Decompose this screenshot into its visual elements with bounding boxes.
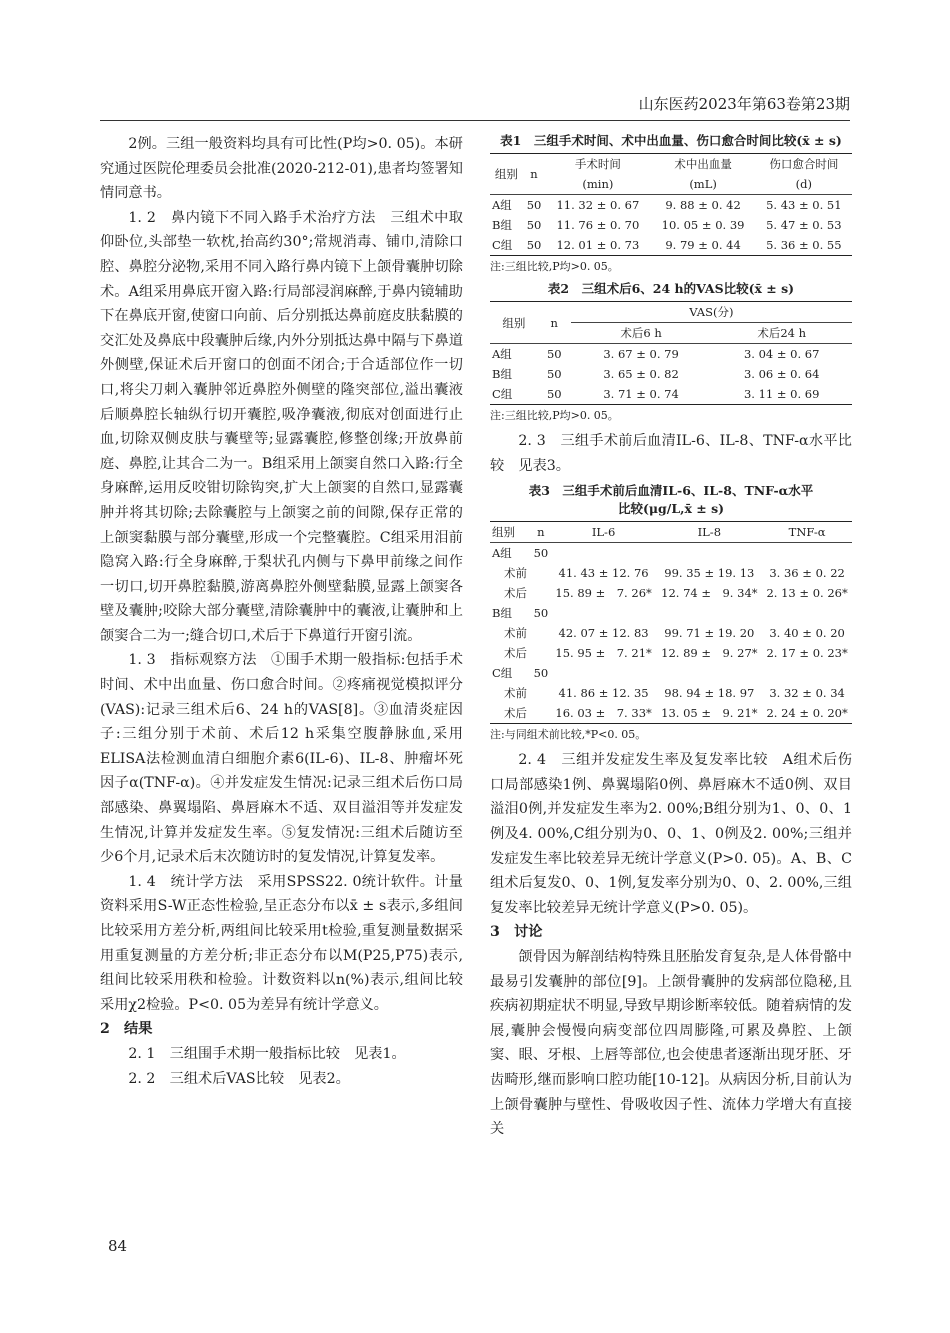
t3-cell: 术前 xyxy=(504,626,527,641)
t3-cell: 50 xyxy=(533,666,549,681)
t3-cell: 50 xyxy=(533,606,549,621)
table-row xyxy=(490,643,852,663)
section-2-1: 2. 1 三组围手术期一般指标比较 见表1。 xyxy=(128,1045,406,1062)
t1-cell: 12. 01 ± 0. 73 xyxy=(556,238,640,252)
t3-cell: 42. 07 ± 12. 83 xyxy=(558,626,649,641)
section-1-3: 1. 3 指标观察方法 ①围手术期一般指标:包括手术时间、术中出血量、伤口愈合时间。②疼痛视觉模拟评分(VAS):记录三组术后6、24 h的VAS[8]。③血清炎症因子:三组分别于术前、术后12 h采集空腹静脉血,采用ELISA法检测血清白细胞介素6(IL-6)、IL-8、肿瘤坏死因子α(TNF-α)。④并发症发生情况:记录三组术后伤口局部感染、鼻翼塌陷、鼻唇麻木不适、双目溢泪等并发症发生情况,计算并发症发生率。⑤复发情况:三组术后随访至少6个月,记录术后末次随访时的复发情况,计算复发率。 xyxy=(100,652,463,866)
t3-head-group: 组别 xyxy=(492,525,515,540)
section-2-3: 2. 3 三组手术前后血清IL-6、IL-8、TNF-α水平比较 见表3。 xyxy=(490,433,852,474)
table3-note: 注:与同组术前比较,*P<0. 05。 xyxy=(490,728,647,742)
section-2-4: 2. 4 三组并发症发生率及复发率比较 A组术后伤口局部感染1例、鼻翼塌陷0例、鼻唇麻木不适0例、双目溢泪0例,并发症发生率为2. 00%;B组分别为1、0、0、1例及4. 00%,C组分别为0、0、1、0例及2. 00%;三组并发症发生率比较差异无统计学意义(P>0. 05)。A、B、C组术后复发0、0、1例,复发率分别为0、0、2. 00%,三组复发率比较差异无统计学意义(P>0. 05)。 xyxy=(490,752,852,916)
t3-cell: 41. 43 ± 12. 76 xyxy=(558,566,649,581)
paragraph-general-data: 2例。三组一般资料均具有可比性(P均>0. 05)。本研究通过医院伦理委员会批准(2020-212-01),患者均签署知情同意书。 xyxy=(100,136,463,202)
t2-head-24h: 术后24 h xyxy=(757,326,807,340)
table-row xyxy=(490,195,852,216)
left-column xyxy=(100,132,463,1091)
t3-group-label: B组 xyxy=(492,606,512,621)
t1-unit-blood: (mL) xyxy=(689,177,717,191)
t1-cell: 11. 32 ± 0. 67 xyxy=(556,198,640,212)
t2-head-6h: 术后6 h xyxy=(620,326,662,340)
t1-head-group: 组别 xyxy=(494,167,518,181)
t2-cell: 3. 67 ± 0. 79 xyxy=(603,347,679,361)
table3-caption-line2: 比较(μg/L,x̄ ± s) xyxy=(617,501,725,517)
table-row xyxy=(490,583,852,603)
t1-head-n: n xyxy=(530,167,538,181)
t3-cell: 13. 05 ± 9. 21* xyxy=(661,706,758,721)
table-row xyxy=(490,364,852,384)
t1-cell: 5. 36 ± 0. 55 xyxy=(766,238,842,252)
t1-cell: B组 xyxy=(492,218,512,232)
t2-cell: C组 xyxy=(492,387,513,401)
t3-head-il6: IL-6 xyxy=(591,525,616,540)
t3-cell: 3. 36 ± 0. 22 xyxy=(769,566,845,581)
table1-caption: 表1 三组手术时间、术中出血量、伤口愈合时间比较(x̄ ± s) xyxy=(500,133,842,148)
t3-cell: 99. 35 ± 19. 13 xyxy=(664,566,755,581)
t3-cell: 术后 xyxy=(504,706,527,721)
table-row xyxy=(490,344,852,365)
t3-cell: 15. 95 ± 7. 21* xyxy=(555,646,652,661)
table3 xyxy=(490,521,852,724)
t3-cell: 16. 03 ± 7. 33* xyxy=(555,706,652,721)
table-row xyxy=(490,703,852,724)
t3-cell: 术前 xyxy=(504,566,527,581)
section-2-2: 2. 2 三组术后VAS比较 见表2。 xyxy=(128,1070,350,1087)
table-row xyxy=(490,563,852,583)
t1-cell: 5. 47 ± 0. 53 xyxy=(766,218,842,232)
table-row xyxy=(490,683,852,703)
right-column xyxy=(490,132,852,1142)
t2-head-group: 组别 xyxy=(502,315,526,330)
t2-head-n: n xyxy=(550,315,558,330)
t3-cell: 12. 74 ± 9. 34* xyxy=(661,586,758,601)
table-row xyxy=(490,623,852,643)
section-1-2: 1. 2 鼻内镜下不同入路手术治疗方法 三组术中取仰卧位,头部垫一软枕,抬高约30°;常规消毒、铺巾,清除口腔、鼻腔分泌物,采用不同入路行鼻内镜下上颌骨囊肿切除术。A组采用鼻底开窗入路:行局部浸润麻醉,于鼻内镜辅助下在鼻底开窗,使窗口向前、后分别抵达鼻前庭皮肤黏膜的交汇处及鼻底中段囊肿后缘,内外分别抵达鼻中隔与下鼻道外侧壁,保证术后开窗口的创面不闭合;于合适部位作一切口,将尖刀刺入囊肿邻近鼻腔外侧壁的隆突部位,溢出囊液后顺鼻腔长轴纵行切开囊腔,吸净囊液,彻底对创面进行止血,切除双侧皮肤与囊壁等;显露囊腔,修整创缘;开放鼻前庭、鼻腔,让其合二为一。B组采用上颌窦自然口入路:行全身麻醉,运用反咬钳切除钩突,扩大上颌窦的自然口,显露囊肿并将其切除;去除囊腔与上颌窦之前的间隙,保存正常的上颌窦黏膜与部分囊壁,形成一个完整囊腔。C组采用泪前隐窝入路:行全身麻醉,于梨状孔内侧与下鼻甲前缘之间作一切口,切开鼻腔黏膜,游离鼻腔外侧壁黏膜,显露上颌窦各壁及囊肿;咬除大部分囊壁,清除囊肿中的囊液,让囊肿和上颌窦合二为一;缝合切口,术后于下鼻道行开窗引流。 xyxy=(100,209,463,644)
t2-cell: 3. 71 ± 0. 74 xyxy=(603,387,679,401)
t3-cell: 2. 17 ± 0. 23* xyxy=(766,646,848,661)
t3-cell: 2. 24 ± 0. 20* xyxy=(766,706,848,721)
t3-cell: 术后 xyxy=(504,646,527,661)
table3-caption: 表3 三组手术前后血清IL-6、IL-8、TNF-α水平 xyxy=(528,483,814,499)
t1-cell: 9. 88 ± 0. 42 xyxy=(665,198,741,212)
t3-head-tnf: TNF-α xyxy=(788,525,826,540)
t2-cell: 3. 11 ± 0. 69 xyxy=(743,387,820,401)
t2-cell: 50 xyxy=(546,347,562,361)
t3-head-il8: IL-8 xyxy=(697,525,722,540)
t3-cell: 41. 86 ± 12. 35 xyxy=(558,686,649,701)
table-row xyxy=(490,384,852,405)
t3-cell: 98. 94 ± 18. 97 xyxy=(664,686,755,701)
t3-cell: 50 xyxy=(533,546,549,561)
t1-cell: A组 xyxy=(492,198,512,212)
discussion-paragraph: 颌骨因为解剖结构特殊且胚胎发育复杂,是人体骨骼中最易引发囊肿的部位[9]。上颌骨囊肿的发病部位隐秘,且疾病初期症状不明显,导致早期诊断率较低。随着病情的发展,囊肿会慢慢向病变部位四周膨隆,可累及鼻腔、上颌窦、眼、牙根、上唇等部位,也会使患者逐渐出现牙胚、牙齿畸形,继而影响口腔功能[10-12]。从病因分析,目前认为上颌骨囊肿与壁性、骨吸收因子性、流体力学增大有直接关 xyxy=(490,948,852,1138)
table2 xyxy=(490,301,852,405)
table2-note: 注:三组比较,P均>0. 05。 xyxy=(490,409,619,422)
t3-cell: 99. 71 ± 19. 20 xyxy=(664,626,755,641)
journal-header: 山东医药2023年第63卷第23期 xyxy=(638,95,850,113)
t1-head-blood: 术中出血量 xyxy=(674,157,732,171)
t2-cell: A组 xyxy=(492,347,512,361)
t1-cell: 11. 76 ± 0. 70 xyxy=(556,218,640,232)
t3-cell: 2. 13 ± 0. 26* xyxy=(766,586,848,601)
t1-cell: C组 xyxy=(492,238,513,252)
t3-cell: 术后 xyxy=(504,586,527,601)
t2-cell: 50 xyxy=(546,387,562,401)
t1-cell: 50 xyxy=(526,238,542,252)
t1-head-time: 手术时间 xyxy=(574,157,621,171)
table-row xyxy=(490,603,852,623)
t2-cell: 3. 65 ± 0. 82 xyxy=(603,367,679,381)
header-rule xyxy=(100,120,850,121)
t1-cell: 9. 79 ± 0. 44 xyxy=(665,238,741,252)
t3-group-label: A组 xyxy=(492,546,512,561)
t2-head-vas: VAS(分) xyxy=(571,302,852,323)
t2-cell: 50 xyxy=(546,367,562,381)
t2-cell: 3. 06 ± 0. 64 xyxy=(743,367,820,381)
table-row xyxy=(490,543,852,564)
t3-cell: 15. 89 ± 7. 26* xyxy=(555,586,652,601)
table-row xyxy=(490,663,852,683)
t2-cell: B组 xyxy=(492,367,512,381)
t1-cell: 50 xyxy=(526,218,542,232)
heading-discussion: 3 讨论 xyxy=(490,924,543,941)
t1-cell: 5. 43 ± 0. 51 xyxy=(766,198,842,212)
t1-cell: 10. 05 ± 0. 39 xyxy=(661,218,745,232)
table-row xyxy=(490,215,852,235)
t3-cell: 术前 xyxy=(504,686,527,701)
heading-results: 2 结果 xyxy=(100,1021,153,1038)
t1-unit-time: (min) xyxy=(582,177,614,191)
table-row xyxy=(490,235,852,256)
section-1-4: 1. 4 统计学方法 采用SPSS22. 0统计软件。计量资料采用S-W正态性检验,呈正态分布以x̄ ± s表示,多组间比较采用方差分析,两组间比较采用t检验,重复测量数据采用重复测量的方差分析;非正态分布以M(P25,P75)表示,组间比较采用秩和检验。计数资料以n(%)表示,组间比较采用χ2检验。P<0. 05为差异有统计学意义。 xyxy=(100,873,463,1013)
t3-group-label: C组 xyxy=(492,666,513,681)
t3-cell: 3. 40 ± 0. 20 xyxy=(769,626,845,641)
t3-head-n: n xyxy=(537,525,545,540)
t3-cell: 3. 32 ± 0. 34 xyxy=(769,686,845,701)
t1-cell: 50 xyxy=(526,198,542,212)
table2-caption: 表2 三组术后6、24 h的VAS比较(x̄ ± s) xyxy=(547,281,795,296)
t2-cell: 3. 04 ± 0. 67 xyxy=(743,347,820,361)
t1-unit-heal: (d) xyxy=(795,177,812,191)
table1 xyxy=(490,153,852,256)
table1-note: 注:三组比较,P均>0. 05。 xyxy=(490,260,619,273)
t3-cell: 12. 89 ± 9. 27* xyxy=(661,646,758,661)
page-number: 84 xyxy=(108,1237,128,1255)
t1-head-heal: 伤口愈合时间 xyxy=(769,157,839,171)
